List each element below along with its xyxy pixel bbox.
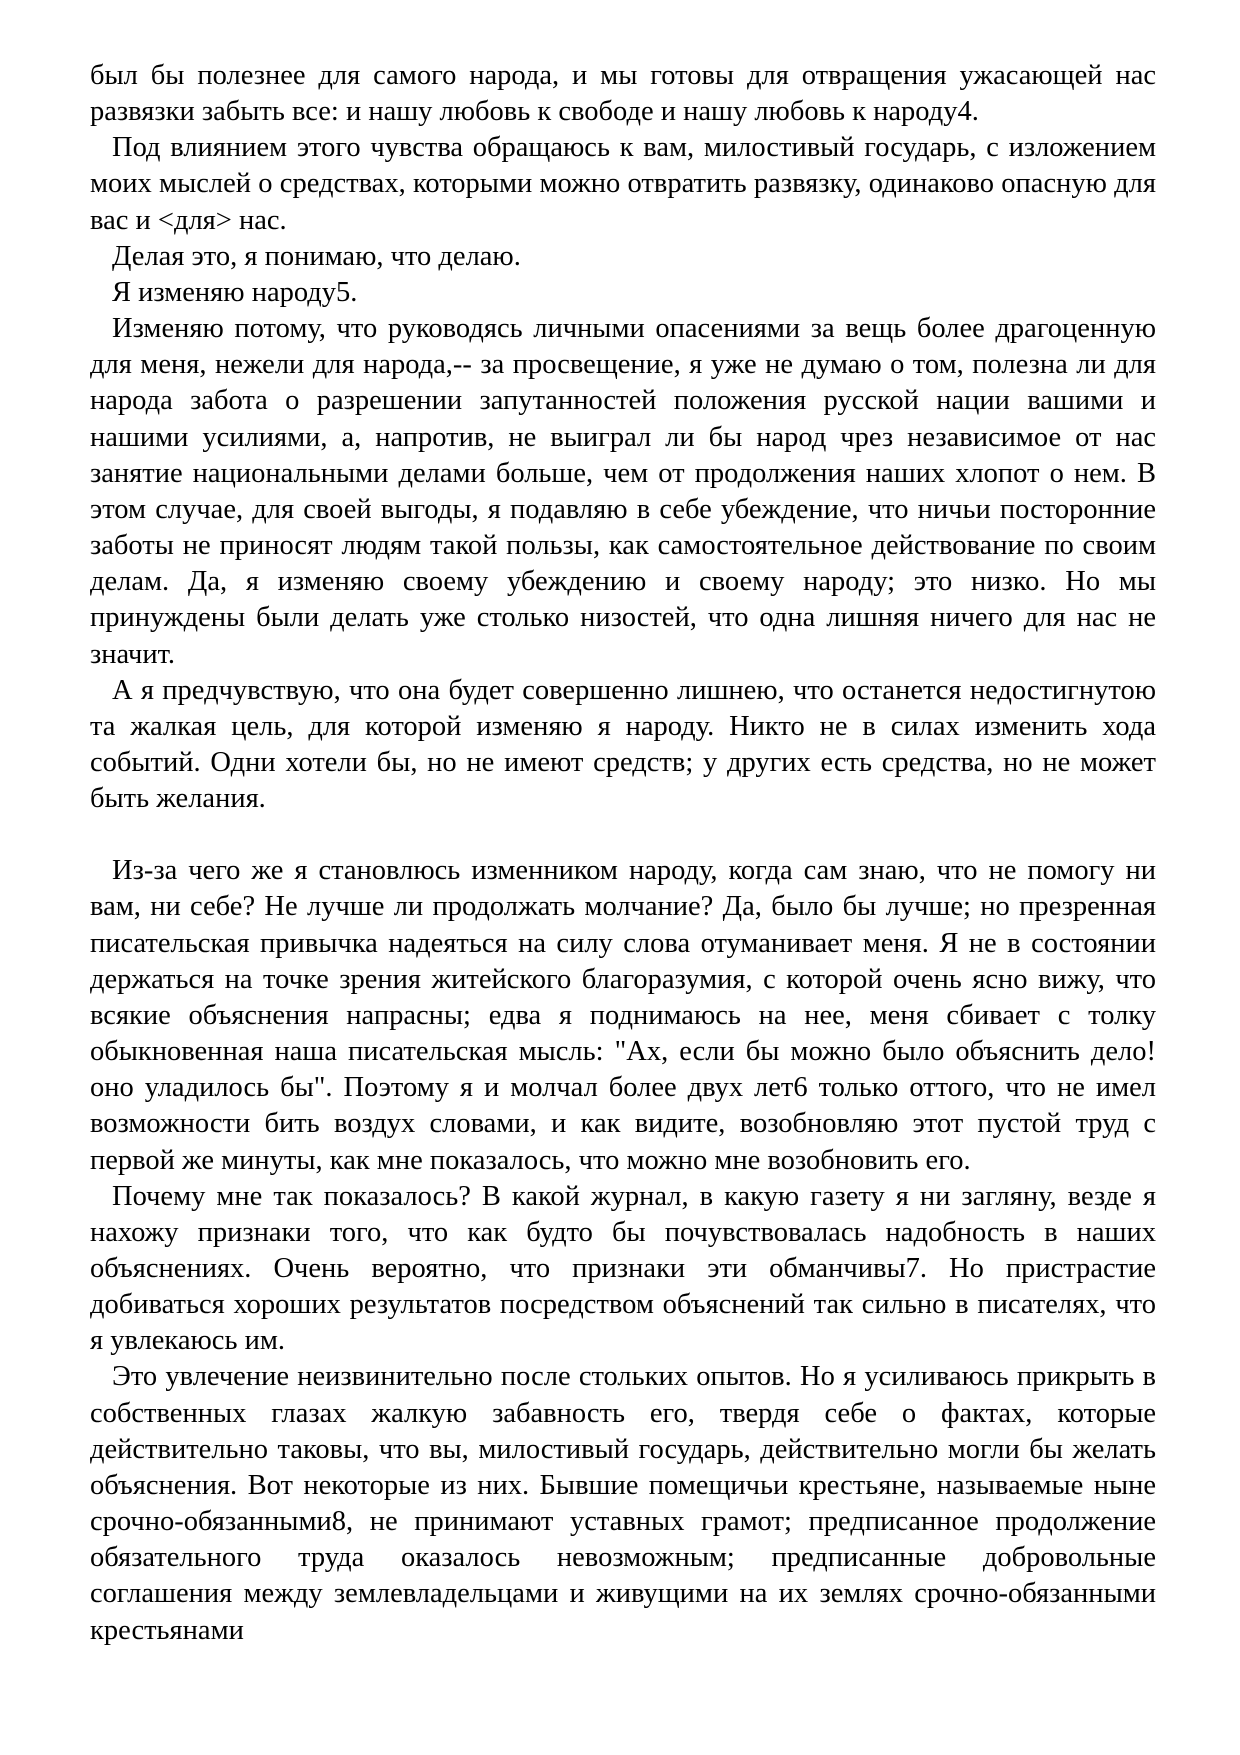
paragraph: Я изменяю народу5. [112, 276, 358, 308]
paragraph: Делая это, я понимаю, что делаю. [112, 240, 521, 272]
paragraph: А я предчувствую, что она будет совершенно лишнею, что останется недостигнутою та жалкая цель, для которой изменяю я народу. Никто не в силах изменить хода событий. Одни хотели бы, но не имеют средств; у других есть средства, но не может быть желания. [90, 674, 1156, 815]
paragraph: Под влиянием этого чувства обращаюсь к вам, милостивый государь, с изложением моих мыслей о средствах, которыми можно отвратить развязку, одинаково опасную для вас и <для> нас. [90, 132, 1156, 236]
paragraph: был бы полезнее для самого народа, и мы готовы для отвращения ужасающей нас развязки забыть все: и нашу любовь к свободе и нашу любовь к народу4. [90, 60, 1156, 128]
paragraph: Изменяю потому, что руководясь личными опасениями за вещь более драгоценную для меня, нежели для народа,-- за просвещение, я уже не думаю о том, полезна ли для народа забота о разрешении запутанностей положения русской нации вашими и нашими усилиями, а, напротив, не выиграл ли бы народ чрез независимое от нас занятие национальными делами больше, чем от продолжения наших хлопот о нем. В этом случае, для своей выгоды, я подавляю в себе убеждение, что ничьи посторонние заботы не приносят людям такой пользы, как самостоятельное действование по своим делам. Да, я изменяю своему убеждению и своему народу; это низко. Но мы принуждены были делать уже столько низостей, что одна лишняя ничего для нас не значит. [90, 313, 1156, 670]
paragraph: Из-за чего же я становлюсь изменником народу, когда сам знаю, что не помогу ни вам, ни себе? Не лучше ли продолжать молчание? Да, было бы лучше; но презренная писательская привычка надеяться на силу слова отуманивает меня. Я не в состоянии держаться на точке зрения житейского благоразумия, с которой очень ясно вижу, что всякие объяснения напрасны; едва я поднимаюсь на нее, меня сбивает с толку обыкновенная наша писательская мысль: "Ах, если бы можно было объяснить дело! оно уладилось бы". Поэтому я и молчал более двух лет6 только оттого, что не имел возможности бить воздух словами, и как видите, возобновляю этот пустой труд с первой же минуты, как мне показалось, что можно мне возобновить его. [90, 855, 1156, 1176]
paragraph: Почему мне так показалось? В какой журнал, в какую газету я ни загляну, везде я нахожу признаки того, что как будто бы почувствовалась надобность в наших объяснениях. Очень вероятно, что признаки эти обманчивы7. Но пристрастие добиваться хороших результатов посредством объяснений так сильно в писателях, что я увлекаюсь им. [90, 1180, 1156, 1357]
paragraph: Это увлечение неизвинительно после стольких опытов. Но я усиливаюсь прикрыть в собственных глазах жалкую забавность его, твердя себе о фактах, которые действительно таковы, что вы, милостивый государь, действительно могли бы желать объяснения. Вот некоторые из них. Бывшие помещичьи крестьяне, называемые ныне срочно-обязанными8, не принимают уставных грамот; предписанное продолжение обязательного труда оказалось невозможным; предписанные добровольные соглашения между землевладельцами и живущими на их землях срочно-обязанными крестьянами [90, 1361, 1156, 1646]
paragraph-gap [90, 817, 1156, 853]
